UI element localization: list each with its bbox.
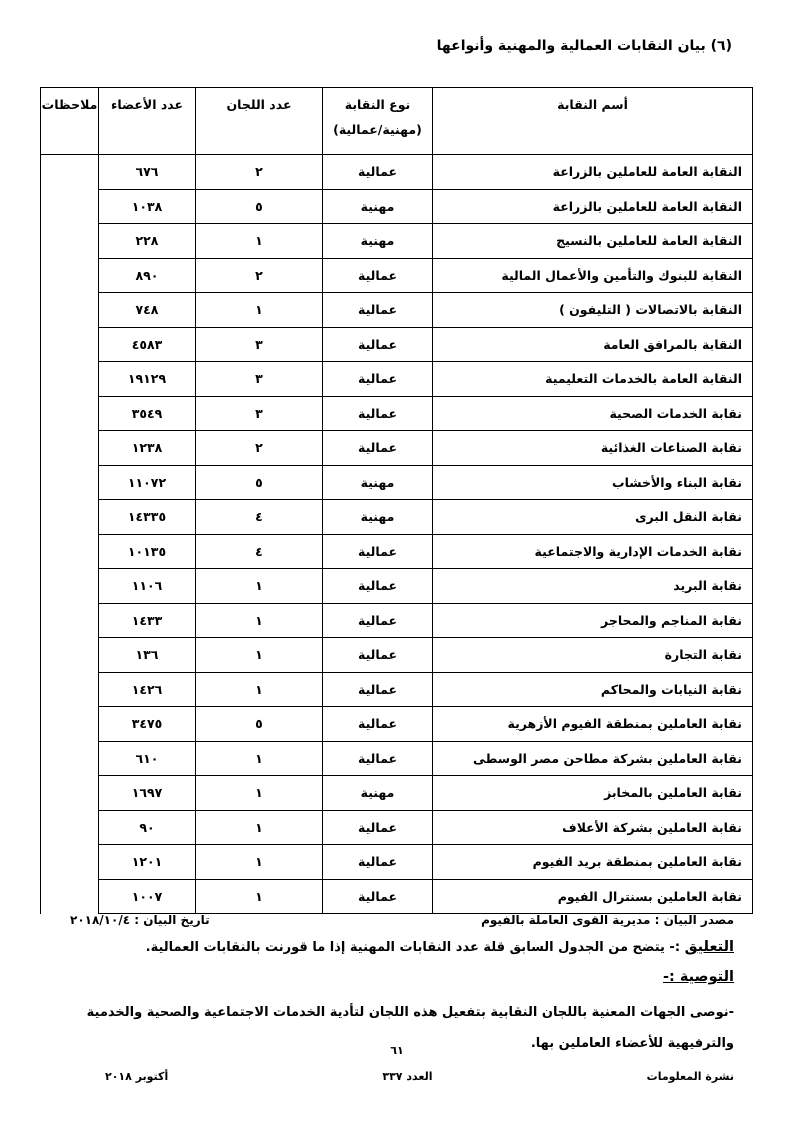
comment xyxy=(146,939,734,955)
cell-union-type: عمالية xyxy=(323,879,433,914)
cell-union-name: نقابة البريد xyxy=(433,569,753,604)
cell-members: ٣٤٧٥ xyxy=(99,707,196,742)
cell-union-name: نقابة التجارة xyxy=(433,638,753,673)
table-row xyxy=(41,569,753,604)
cell-members: ٣٥٤٩ xyxy=(99,396,196,431)
table-row xyxy=(41,845,753,880)
table-row xyxy=(41,155,753,190)
cell-members: ١٢٣٨ xyxy=(99,431,196,466)
table-row xyxy=(41,879,753,914)
cell-committees: ١ xyxy=(196,638,323,673)
recommendation-text: -نوصى الجهات المعنية باللجان النقابية بتفعيل هذه اللجان لتأدية الخدمات الاجتماعية والصحية والخدمية والترفيهية للأعضاء العاملين بها. xyxy=(86,1005,734,1051)
cell-members: ٢٢٨ xyxy=(99,224,196,259)
table-row xyxy=(41,741,753,776)
cell-union-name: النقابة العامة للعاملين بالزراعة xyxy=(433,189,753,224)
cell-union-type: مهنية xyxy=(323,776,433,811)
table-row xyxy=(41,603,753,638)
table-row xyxy=(41,465,753,500)
cell-union-type: عمالية xyxy=(323,569,433,604)
footer-date: أكتوبر ٢٠١٨ xyxy=(105,1070,169,1083)
header-union-name: أسم النقابة xyxy=(433,88,753,155)
table-row xyxy=(41,362,753,397)
cell-union-type: عمالية xyxy=(323,293,433,328)
cell-union-name: نقابة الخدمات الإدارية والاجتماعية xyxy=(433,534,753,569)
header-union-type xyxy=(323,88,433,155)
table-row xyxy=(41,396,753,431)
table-row xyxy=(41,534,753,569)
cell-union-type: عمالية xyxy=(323,638,433,673)
data-date: تاريخ البيان : ٢٠١٨/١٠/٤ xyxy=(70,913,210,927)
cell-committees: ١ xyxy=(196,672,323,707)
recommendation-heading: التوصية :- xyxy=(662,969,734,985)
cell-members: ١٠٣٨ xyxy=(99,189,196,224)
cell-committees: ٥ xyxy=(196,189,323,224)
cell-members: ١٤٢٦ xyxy=(99,672,196,707)
table-row xyxy=(41,258,753,293)
cell-members: ١٢٠١ xyxy=(99,845,196,880)
cell-committees: ١ xyxy=(196,569,323,604)
cell-committees: ٥ xyxy=(196,465,323,500)
cell-members: ١٠٠٧ xyxy=(99,879,196,914)
table-row xyxy=(41,327,753,362)
table-row xyxy=(41,431,753,466)
cell-union-type: مهنية xyxy=(323,189,433,224)
comment-label: التعليق xyxy=(684,939,734,955)
cell-union-type: عمالية xyxy=(323,603,433,638)
cell-union-name: نقابة العاملين بشركة الأعلاف xyxy=(433,810,753,845)
header-union-type-line2: (مهنية/عمالية) xyxy=(333,122,422,137)
cell-committees: ١ xyxy=(196,810,323,845)
header-notes: ملاحظات xyxy=(41,88,99,155)
cell-committees: ١ xyxy=(196,741,323,776)
cell-members: ١٣٦ xyxy=(99,638,196,673)
cell-union-name: نقابة العاملين بشركة مطاحن مصر الوسطى xyxy=(433,741,753,776)
table-row xyxy=(41,500,753,535)
cell-committees: ٣ xyxy=(196,396,323,431)
table-row xyxy=(41,810,753,845)
table-row xyxy=(41,224,753,259)
cell-union-type: عمالية xyxy=(323,707,433,742)
cell-union-type: عمالية xyxy=(323,396,433,431)
cell-members: ١١٠٦ xyxy=(99,569,196,604)
cell-members: ٨٩٠ xyxy=(99,258,196,293)
cell-union-type: عمالية xyxy=(323,810,433,845)
cell-members: ٩٠ xyxy=(99,810,196,845)
cell-committees: ٣ xyxy=(196,327,323,362)
cell-union-type: مهنية xyxy=(323,465,433,500)
cell-union-name: نقابة الخدمات الصحية xyxy=(433,396,753,431)
cell-members: ١٤٣٣ xyxy=(99,603,196,638)
footer-publication: نشرة المعلومات xyxy=(646,1070,734,1083)
cell-union-name: النقابة العامة بالخدمات التعليمية xyxy=(433,362,753,397)
cell-committees: ١ xyxy=(196,293,323,328)
cell-union-type: عمالية xyxy=(323,534,433,569)
table-header-row xyxy=(41,88,753,155)
cell-union-name: النقابة بالاتصالات ( التليفون ) xyxy=(433,293,753,328)
table-row xyxy=(41,672,753,707)
header-committees: عدد اللجان xyxy=(196,88,323,155)
cell-union-type: عمالية xyxy=(323,155,433,190)
cell-committees: ١ xyxy=(196,776,323,811)
cell-committees: ١ xyxy=(196,845,323,880)
cell-union-name: نقابة النيابات والمحاكم xyxy=(433,672,753,707)
header-members: عدد الأعضاء xyxy=(99,88,196,155)
cell-union-type: مهنية xyxy=(323,224,433,259)
cell-members: ٤٥٨٣ xyxy=(99,327,196,362)
cell-committees: ١ xyxy=(196,224,323,259)
page-footer xyxy=(105,1070,734,1083)
cell-union-name: نقابة العاملين بمنطقة الفيوم الأزهرية xyxy=(433,707,753,742)
cell-members: ١٦٩٧ xyxy=(99,776,196,811)
cell-committees: ٢ xyxy=(196,258,323,293)
cell-union-type: عمالية xyxy=(323,741,433,776)
cell-union-type: عمالية xyxy=(323,327,433,362)
table-row xyxy=(41,776,753,811)
cell-committees: ٤ xyxy=(196,500,323,535)
cell-notes xyxy=(41,155,99,914)
cell-members: ٦١٠ xyxy=(99,741,196,776)
cell-union-type: عمالية xyxy=(323,362,433,397)
cell-union-name: النقابة للبنوك والتأمين والأعمال المالية xyxy=(433,258,753,293)
cell-union-name: نقابة العاملين بالمخابز xyxy=(433,776,753,811)
source-row xyxy=(70,913,734,927)
comment-text: :- يتضح من الجدول السابق قلة عدد النقابات المهنية إذا ما قورنت بالنقابات العمالية. xyxy=(145,940,681,955)
unions-table xyxy=(40,87,753,914)
page-number: ٦١ xyxy=(390,1044,404,1057)
cell-members: ٧٤٨ xyxy=(99,293,196,328)
cell-committees: ١ xyxy=(196,603,323,638)
cell-union-type: عمالية xyxy=(323,258,433,293)
cell-union-type: عمالية xyxy=(323,672,433,707)
cell-committees: ١ xyxy=(196,879,323,914)
cell-union-name: نقابة النقل البرى xyxy=(433,500,753,535)
cell-union-name: نقابة العاملين بمنطقة بريد الفيوم xyxy=(433,845,753,880)
data-source: مصدر البيان : مديرية القوى العاملة بالفيوم xyxy=(481,913,734,927)
cell-members: ٦٧٦ xyxy=(99,155,196,190)
cell-members: ١٤٣٣٥ xyxy=(99,500,196,535)
table-row xyxy=(41,707,753,742)
cell-union-name: نقابة المناجم والمحاجر xyxy=(433,603,753,638)
cell-union-type: مهنية xyxy=(323,500,433,535)
cell-members: ١٠١٣٥ xyxy=(99,534,196,569)
cell-committees: ٢ xyxy=(196,155,323,190)
table-row xyxy=(41,189,753,224)
cell-union-name: نقابة العاملين بسنترال الفيوم xyxy=(433,879,753,914)
cell-committees: ٤ xyxy=(196,534,323,569)
header-union-type-line1: نوع النقابة xyxy=(344,97,411,112)
cell-union-name: النقابة العامة للعاملين بالزراعة xyxy=(433,155,753,190)
table-row xyxy=(41,293,753,328)
cell-union-name: نقابة البناء والأخشاب xyxy=(433,465,753,500)
page-title: (٦) بيان النقابات العمالية والمهنية وأنواعها xyxy=(436,38,732,54)
cell-committees: ٥ xyxy=(196,707,323,742)
cell-union-name: نقابة الصناعات الغذائية xyxy=(433,431,753,466)
table-row xyxy=(41,638,753,673)
cell-union-name: النقابة بالمرافق العامة xyxy=(433,327,753,362)
cell-members: ١٩١٢٩ xyxy=(99,362,196,397)
cell-union-type: عمالية xyxy=(323,431,433,466)
footer-issue: العدد ٣٣٧ xyxy=(382,1070,433,1083)
cell-members: ١١٠٧٢ xyxy=(99,465,196,500)
cell-union-type: عمالية xyxy=(323,845,433,880)
cell-committees: ٣ xyxy=(196,362,323,397)
cell-union-name: النقابة العامة للعاملين بالنسيج xyxy=(433,224,753,259)
cell-committees: ٢ xyxy=(196,431,323,466)
